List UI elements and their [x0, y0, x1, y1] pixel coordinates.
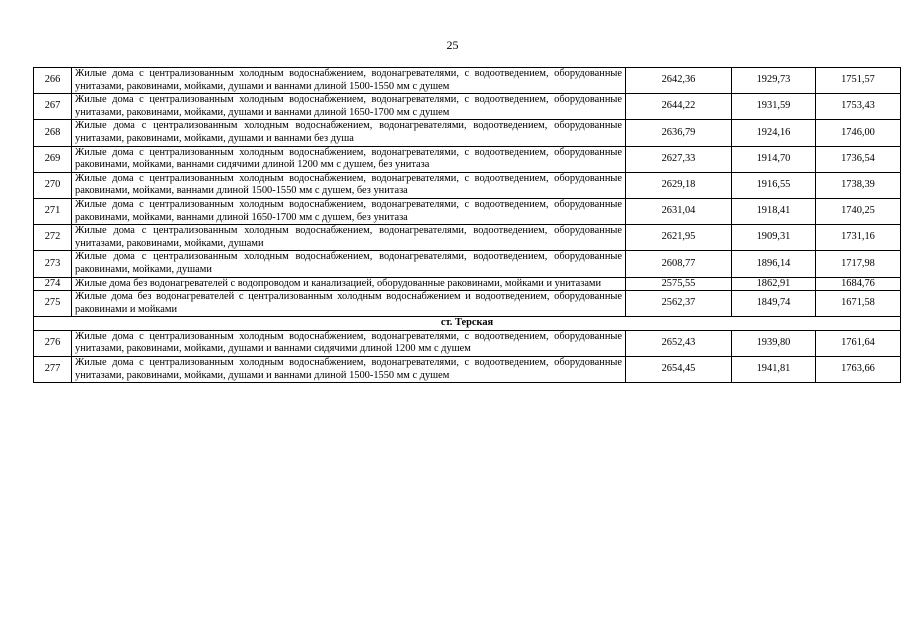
row-value-1: 2636,79: [626, 120, 732, 146]
row-value-2: 1941,81: [732, 357, 816, 383]
row-value-1: 2621,95: [626, 225, 732, 251]
table-row: [34, 357, 901, 383]
row-value-1: 2654,45: [626, 357, 732, 383]
table-row: [34, 198, 901, 224]
row-value-1: 2644,22: [626, 94, 732, 120]
row-description: Жилые дома без водонагревателей с централизованным холодным водоснабжением и водоотведением, оборудованные раковинами и мойками: [72, 291, 626, 317]
row-value-2: 1862,91: [732, 277, 816, 291]
row-description: Жилые дома с централизованным холодным водоснабжением, водонагревателями, с водоотведением, оборудованные раковинами, мойками, ваннами сидячими длиной 1200 мм с душем, без унитаза: [72, 146, 626, 172]
row-description: Жилые дома с централизованным холодным водоснабжением, водонагревателями, водоотведением, оборудованные унитазами, раковинами, мойками, душами и ваннами без душа: [72, 120, 626, 146]
table-row: [34, 120, 901, 146]
row-number: 268: [34, 120, 72, 146]
row-number: 272: [34, 225, 72, 251]
row-value-1: 2642,36: [626, 68, 732, 94]
row-value-2: 1896,14: [732, 251, 816, 277]
row-value-1: 2629,18: [626, 172, 732, 198]
row-value-3: 1753,43: [816, 94, 901, 120]
row-number: 276: [34, 330, 72, 356]
row-value-3: 1684,76: [816, 277, 901, 291]
row-value-3: 1751,57: [816, 68, 901, 94]
row-number: 270: [34, 172, 72, 198]
row-value-2: 1918,41: [732, 198, 816, 224]
row-value-3: 1740,25: [816, 198, 901, 224]
row-description: Жилые дома с централизованным холодным водоснабжением, водонагревателями, с водоотведением, оборудованные унитазами, раковинами, мойками, душами и ваннами длиной 1650-1700 мм с душем: [72, 94, 626, 120]
row-value-2: 1916,55: [732, 172, 816, 198]
row-value-3: 1731,16: [816, 225, 901, 251]
table-row: [34, 172, 901, 198]
row-number: 267: [34, 94, 72, 120]
row-value-2: 1914,70: [732, 146, 816, 172]
table-body-a: [34, 68, 901, 317]
row-description: Жилые дома с централизованным холодным водоснабжением, водонагревателями, водоотведением, оборудованные унитазами, раковинами, мойками, душами: [72, 225, 626, 251]
page-number: 25: [446, 38, 459, 52]
row-value-2: 1939,80: [732, 330, 816, 356]
row-value-1: 2608,77: [626, 251, 732, 277]
row-value-2: 1924,16: [732, 120, 816, 146]
row-value-1: 2652,43: [626, 330, 732, 356]
row-value-3: 1671,58: [816, 291, 901, 317]
table-row: [34, 330, 901, 356]
table-row: [34, 251, 901, 277]
row-value-1: 2631,04: [626, 198, 732, 224]
row-value-2: 1849,74: [732, 291, 816, 317]
row-value-1: 2575,55: [626, 277, 732, 291]
row-number: 275: [34, 291, 72, 317]
row-value-2: 1929,73: [732, 68, 816, 94]
row-description: Жилые дома с централизованным холодным водоснабжением, водонагревателями, с водоотведением, оборудованные раковинами, мойками, ваннами длиной 1650-1700 мм с душем, без унитаза: [72, 198, 626, 224]
row-value-1: 2627,33: [626, 146, 732, 172]
row-number: 271: [34, 198, 72, 224]
row-description: Жилые дома без водонагревателей с водопроводом и канализацией, оборудованные раковинами, мойками и унитазами: [72, 277, 626, 291]
row-value-2: 1909,31: [732, 225, 816, 251]
tariff-table: [33, 67, 901, 383]
row-description: Жилые дома с централизованным холодным водоснабжением, водонагревателями, с водоотведением, оборудованные унитазами, раковинами, мойками, душами и ваннами длиной 1500-1550 мм с душем: [72, 68, 626, 94]
section-title: ст. Терская: [34, 317, 901, 331]
table-row: [34, 291, 901, 317]
row-value-3: 1746,00: [816, 120, 901, 146]
table-row: [34, 146, 901, 172]
row-value-3: 1761,64: [816, 330, 901, 356]
row-number: 273: [34, 251, 72, 277]
row-value-3: 1763,66: [816, 357, 901, 383]
table-row-section: [34, 317, 901, 331]
row-value-3: 1717,98: [816, 251, 901, 277]
row-number: 274: [34, 277, 72, 291]
row-value-1: 2562,37: [626, 291, 732, 317]
row-value-3: 1736,54: [816, 146, 901, 172]
row-number: 277: [34, 357, 72, 383]
table-row: [34, 68, 901, 94]
row-description: Жилые дома с централизованным холодным водоснабжением, водонагревателями, водоотведением, оборудованные раковинами, мойками, душами: [72, 251, 626, 277]
row-number: 269: [34, 146, 72, 172]
table-row: [34, 277, 901, 291]
table-body-b: [34, 330, 901, 382]
row-value-2: 1931,59: [732, 94, 816, 120]
row-description: Жилые дома с централизованным холодным водоснабжением, водонагревателями, с водоотведением, оборудованные раковинами, мойками, ваннами длиной 1500-1550 мм с душем, без унитаза: [72, 172, 626, 198]
row-description: Жилые дома с централизованным холодным водоснабжением, водонагревателями, с водоотведением, оборудованные унитазами, раковинами, мойками, душами и ваннами длиной 1500-1550 мм с душем: [72, 357, 626, 383]
row-number: 266: [34, 68, 72, 94]
row-description: Жилые дома с централизованным холодным водоснабжением, водонагревателями, с водоотведением, оборудованные унитазами, раковинами, мойками, душами и ваннами сидячими длиной 1200 мм с душем: [72, 330, 626, 356]
table-row: [34, 94, 901, 120]
section-row: [34, 317, 901, 331]
table-row: [34, 225, 901, 251]
row-value-3: 1738,39: [816, 172, 901, 198]
